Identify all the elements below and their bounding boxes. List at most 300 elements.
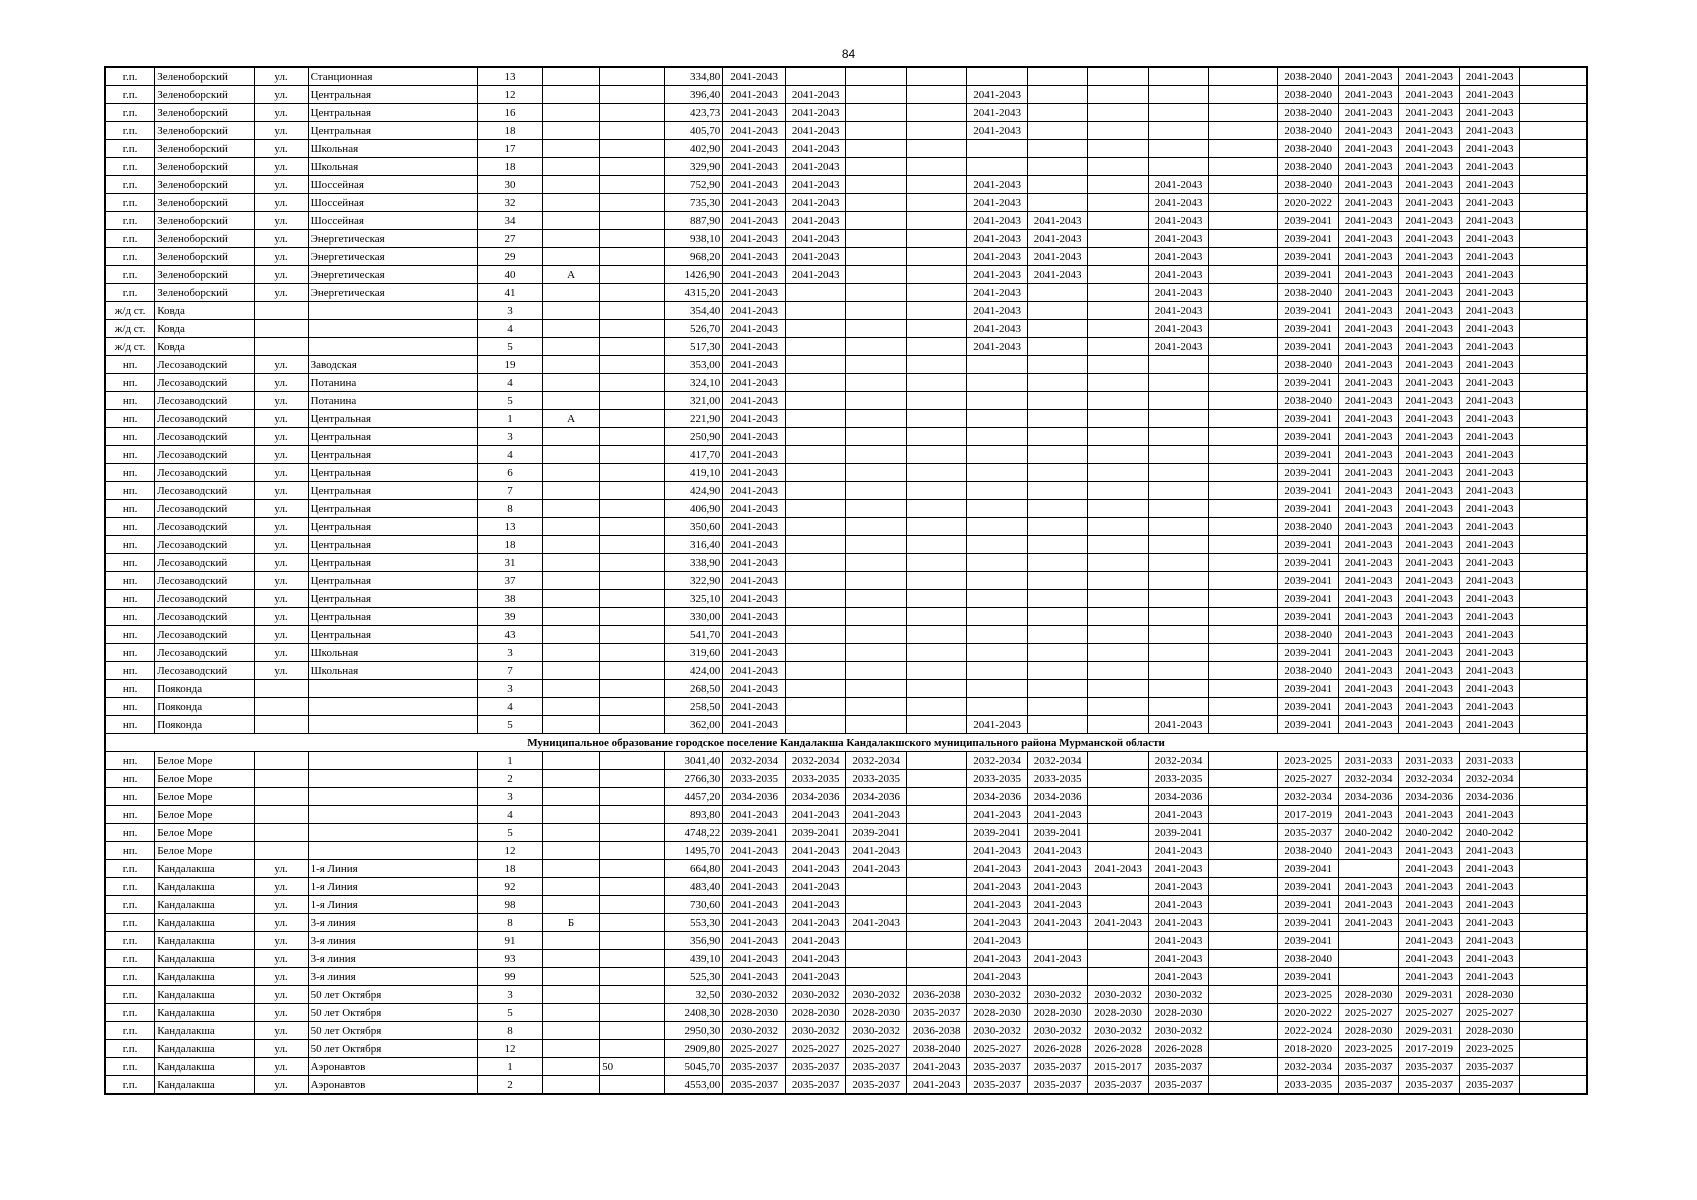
table-cell <box>600 338 665 356</box>
table-cell: 2041-2043 <box>967 230 1027 248</box>
table-cell <box>1088 410 1148 428</box>
table-cell <box>1209 1022 1278 1040</box>
table-cell: нп. <box>105 824 155 842</box>
table-cell: 329,90 <box>664 158 722 176</box>
table-cell <box>785 67 845 86</box>
table-cell <box>1088 950 1148 968</box>
table-cell <box>846 320 906 338</box>
table-cell: 2041-2043 <box>1399 554 1459 572</box>
table-cell: 417,70 <box>664 446 722 464</box>
table-cell: 4748,22 <box>664 824 722 842</box>
table-cell: 2039-2041 <box>1278 698 1338 716</box>
table-cell: 2035-2037 <box>967 1076 1027 1095</box>
table-cell <box>1520 140 1587 158</box>
table-cell <box>1088 824 1148 842</box>
table-cell: 2041-2043 <box>846 860 906 878</box>
table-cell: 2039-2041 <box>1278 410 1338 428</box>
table-cell <box>967 482 1027 500</box>
table-cell: г.п. <box>105 266 155 284</box>
table-cell <box>542 626 599 644</box>
table-cell: 5 <box>478 824 543 842</box>
table-row <box>105 860 1587 878</box>
table-cell: Ковда <box>155 320 254 338</box>
table-cell: 334,80 <box>664 67 722 86</box>
table-cell <box>1088 770 1148 788</box>
table-cell: 2041-2043 <box>723 500 786 518</box>
table-row <box>105 374 1587 392</box>
table-cell <box>542 860 599 878</box>
table-cell: Зеленоборский <box>155 158 254 176</box>
table-cell: Центральная <box>308 122 478 140</box>
table-cell: 2023-2025 <box>1278 752 1338 770</box>
table-cell <box>600 752 665 770</box>
table-cell <box>1088 572 1148 590</box>
table-cell: Кандалакша <box>155 950 254 968</box>
table-cell: 2041-2043 <box>1338 248 1398 266</box>
table-cell <box>542 320 599 338</box>
table-cell: нп. <box>105 842 155 860</box>
table-cell: Зеленоборский <box>155 67 254 86</box>
table-cell: Лесозаводский <box>155 446 254 464</box>
table-row <box>105 914 1587 932</box>
table-cell: Кандалакша <box>155 896 254 914</box>
table-cell: 50 лет Октября <box>308 1040 478 1058</box>
table-cell <box>1520 554 1587 572</box>
table-cell <box>542 554 599 572</box>
table-cell <box>1027 662 1087 680</box>
table-cell <box>1209 320 1278 338</box>
table-cell: 2041-2043 <box>723 86 786 104</box>
table-cell: 5 <box>478 338 543 356</box>
table-cell: 30 <box>478 176 543 194</box>
table-cell: 2041-2043 <box>1459 554 1519 572</box>
table-cell: 2025-2027 <box>967 1040 1027 1058</box>
table-cell: Лесозаводский <box>155 572 254 590</box>
table-cell: 2025-2027 <box>1399 1004 1459 1022</box>
table-cell: 2041-2043 <box>785 266 845 284</box>
table-cell: нп. <box>105 572 155 590</box>
table-cell: ул. <box>254 968 308 986</box>
table-cell <box>1520 608 1587 626</box>
table-row <box>105 986 1587 1004</box>
table-cell: 91 <box>478 932 543 950</box>
table-cell <box>1520 1076 1587 1095</box>
table-cell <box>1209 716 1278 734</box>
table-row <box>105 212 1587 230</box>
table-cell <box>542 338 599 356</box>
table-cell: 2041-2043 <box>1459 248 1519 266</box>
table-cell: 2041-2043 <box>967 176 1027 194</box>
table-cell <box>785 644 845 662</box>
table-cell <box>1209 86 1278 104</box>
table-cell <box>1520 842 1587 860</box>
table-cell: 37 <box>478 572 543 590</box>
table-cell: нп. <box>105 698 155 716</box>
table-cell <box>906 590 966 608</box>
table-cell: 664,80 <box>664 860 722 878</box>
table-cell: г.п. <box>105 122 155 140</box>
table-cell <box>846 662 906 680</box>
table-cell: г.п. <box>105 67 155 86</box>
table-cell: 2035-2037 <box>785 1076 845 1095</box>
table-cell <box>1520 896 1587 914</box>
table-cell: 19 <box>478 356 543 374</box>
table-cell: 2041-2043 <box>785 122 845 140</box>
table-cell: 2041-2043 <box>1399 374 1459 392</box>
table-cell: 3 <box>478 680 543 698</box>
table-cell <box>1209 104 1278 122</box>
table-cell: 2041-2043 <box>1148 806 1208 824</box>
table-cell: 2018-2020 <box>1278 1040 1338 1058</box>
table-cell: 2039-2041 <box>1278 914 1338 932</box>
table-cell: 2041-2043 <box>723 392 786 410</box>
table-cell: 3041,40 <box>664 752 722 770</box>
table-cell: 2041-2043 <box>785 968 845 986</box>
table-cell <box>1148 86 1208 104</box>
table-cell: 2041-2043 <box>1459 392 1519 410</box>
table-cell: Лесозаводский <box>155 626 254 644</box>
table-cell: 2041-2043 <box>1338 500 1398 518</box>
table-cell <box>542 680 599 698</box>
table-cell <box>846 104 906 122</box>
table-cell: 525,30 <box>664 968 722 986</box>
table-cell: 2041-2043 <box>1027 878 1087 896</box>
table-cell <box>542 698 599 716</box>
table-cell: 2034-2036 <box>1399 788 1459 806</box>
table-cell: 2035-2037 <box>846 1076 906 1095</box>
table-cell: 2030-2032 <box>967 986 1027 1004</box>
table-cell: 2041-2043 <box>1148 842 1208 860</box>
table-cell <box>846 446 906 464</box>
table-cell: 2038-2040 <box>1278 842 1338 860</box>
table-cell: Центральная <box>308 410 478 428</box>
table-cell <box>1209 932 1278 950</box>
table-cell: 12 <box>478 1040 543 1058</box>
table-cell: 2041-2043 <box>846 806 906 824</box>
table-cell: 5 <box>478 716 543 734</box>
table-cell <box>1520 878 1587 896</box>
table-cell: ул. <box>254 194 308 212</box>
table-cell <box>785 662 845 680</box>
table-cell <box>542 1058 599 1076</box>
table-cell <box>906 428 966 446</box>
table-cell: 1426,90 <box>664 266 722 284</box>
table-row <box>105 392 1587 410</box>
table-cell <box>542 932 599 950</box>
table-cell <box>1209 968 1278 986</box>
table-cell: 2041-2043 <box>785 842 845 860</box>
table-cell <box>1520 770 1587 788</box>
table-cell <box>906 536 966 554</box>
table-cell: 1495,70 <box>664 842 722 860</box>
table-cell: Лесозаводский <box>155 410 254 428</box>
table-cell: 2030-2032 <box>785 986 845 1004</box>
table-cell: 2032-2034 <box>846 752 906 770</box>
table-cell: Шоссейная <box>308 176 478 194</box>
table-cell <box>1520 824 1587 842</box>
table-cell: Школьная <box>308 644 478 662</box>
table-cell: 2041-2043 <box>1027 266 1087 284</box>
table-cell <box>846 158 906 176</box>
table-cell: нп. <box>105 518 155 536</box>
table-cell: 2041-2043 <box>1148 248 1208 266</box>
table-cell: 2041-2043 <box>1338 356 1398 374</box>
table-cell: 2039-2041 <box>1278 536 1338 554</box>
table-cell <box>542 878 599 896</box>
table-cell: ул. <box>254 590 308 608</box>
table-cell: 2041-2043 <box>785 230 845 248</box>
table-cell: 2041-2043 <box>723 248 786 266</box>
table-cell <box>1088 518 1148 536</box>
table-cell: ул. <box>254 860 308 878</box>
table-cell <box>967 644 1027 662</box>
table-cell <box>1148 626 1208 644</box>
table-cell: 2038-2040 <box>1278 67 1338 86</box>
table-cell: 2041-2043 <box>1027 896 1087 914</box>
table-cell: 356,90 <box>664 932 722 950</box>
table-cell <box>542 500 599 518</box>
table-cell: 2030-2032 <box>1148 986 1208 1004</box>
table-cell <box>906 176 966 194</box>
table-cell <box>600 428 665 446</box>
table-cell <box>1148 608 1208 626</box>
table-cell: нп. <box>105 446 155 464</box>
table-cell: 2015-2017 <box>1088 1058 1148 1076</box>
table-cell: 2041-2043 <box>1338 464 1398 482</box>
table-cell: 2041-2043 <box>1459 626 1519 644</box>
table-cell <box>1520 968 1587 986</box>
table-cell: 2041-2043 <box>785 104 845 122</box>
table-cell <box>846 554 906 572</box>
table-row <box>105 950 1587 968</box>
table-cell: 2034-2036 <box>723 788 786 806</box>
table-cell: 2041-2043 <box>1148 194 1208 212</box>
table-cell <box>542 608 599 626</box>
table-cell: Центральная <box>308 464 478 482</box>
table-cell: 2041-2043 <box>723 572 786 590</box>
table-cell: Центральная <box>308 104 478 122</box>
table-cell: 2033-2035 <box>1278 1076 1338 1095</box>
table-cell: ул. <box>254 1022 308 1040</box>
table-cell: 2041-2043 <box>967 896 1027 914</box>
table-cell <box>967 626 1027 644</box>
table-cell <box>308 788 478 806</box>
table-cell <box>1209 428 1278 446</box>
table-cell: ул. <box>254 644 308 662</box>
table-cell: ул. <box>254 482 308 500</box>
table-cell: 4457,20 <box>664 788 722 806</box>
table-cell: 2041-2043 <box>906 1076 966 1095</box>
table-cell: 2041-2043 <box>785 896 845 914</box>
table-cell: 32 <box>478 194 543 212</box>
table-cell: 2041-2043 <box>1148 950 1208 968</box>
table-cell: 2041-2043 <box>1148 932 1208 950</box>
table-cell: 2041-2043 <box>1148 878 1208 896</box>
table-cell <box>846 572 906 590</box>
table-cell <box>846 590 906 608</box>
table-cell <box>542 482 599 500</box>
table-cell: 2041-2043 <box>967 212 1027 230</box>
table-cell: Кандалакша <box>155 914 254 932</box>
table-cell: 2038-2040 <box>1278 950 1338 968</box>
table-cell <box>1520 230 1587 248</box>
table-cell <box>1209 266 1278 284</box>
table-cell: 2041-2043 <box>785 932 845 950</box>
table-cell: 423,73 <box>664 104 722 122</box>
table-cell: ул. <box>254 608 308 626</box>
table-cell: 752,90 <box>664 176 722 194</box>
table-cell: Центральная <box>308 428 478 446</box>
table-cell <box>1338 950 1398 968</box>
table-cell <box>1088 482 1148 500</box>
table-cell: 2041-2043 <box>967 86 1027 104</box>
table-cell <box>308 824 478 842</box>
table-cell <box>1148 122 1208 140</box>
table-cell <box>785 338 845 356</box>
table-row <box>105 896 1587 914</box>
table-cell: ул. <box>254 266 308 284</box>
table-cell <box>1088 428 1148 446</box>
table-cell <box>254 320 308 338</box>
table-cell <box>846 194 906 212</box>
table-cell: ул. <box>254 554 308 572</box>
table-cell <box>600 662 665 680</box>
table-cell <box>308 842 478 860</box>
table-row <box>105 67 1587 86</box>
table-cell <box>1148 554 1208 572</box>
table-cell: 2041-2043 <box>1338 67 1398 86</box>
table-cell <box>1027 518 1087 536</box>
table-cell <box>1520 536 1587 554</box>
table-cell: Пояконда <box>155 680 254 698</box>
table-cell <box>785 482 845 500</box>
table-cell: нп. <box>105 680 155 698</box>
table-cell: 2041-2043 <box>1459 896 1519 914</box>
table-cell <box>542 662 599 680</box>
table-cell <box>785 590 845 608</box>
table-row <box>105 266 1587 284</box>
table-cell <box>542 770 599 788</box>
table-cell <box>846 428 906 446</box>
table-cell: 2041-2043 <box>1399 104 1459 122</box>
table-cell <box>967 67 1027 86</box>
table-cell <box>1148 104 1208 122</box>
table-cell <box>1520 284 1587 302</box>
table-cell <box>1520 698 1587 716</box>
table-cell: 6 <box>478 464 543 482</box>
table-row <box>105 320 1587 338</box>
table-cell <box>906 320 966 338</box>
table-cell: ул. <box>254 1040 308 1058</box>
table-cell: 2041-2043 <box>1459 356 1519 374</box>
table-cell <box>542 194 599 212</box>
table-row <box>105 446 1587 464</box>
table-cell: 2039-2041 <box>1278 302 1338 320</box>
table-cell <box>846 500 906 518</box>
table-cell: Шоссейная <box>308 212 478 230</box>
table-cell: 2041-2043 <box>967 104 1027 122</box>
table-cell <box>846 212 906 230</box>
table-cell: 2041-2043 <box>1338 572 1398 590</box>
table-cell <box>906 482 966 500</box>
table-cell: Лесозаводский <box>155 500 254 518</box>
table-cell: 2028-2030 <box>1459 986 1519 1004</box>
table-cell: 2041-2043 <box>1459 410 1519 428</box>
table-cell <box>308 698 478 716</box>
table-cell <box>1027 374 1087 392</box>
table-cell: 2041-2043 <box>1148 716 1208 734</box>
table-cell: 396,40 <box>664 86 722 104</box>
table-cell: 2038-2040 <box>1278 122 1338 140</box>
table-cell <box>1520 104 1587 122</box>
table-cell <box>846 122 906 140</box>
table-cell: ул. <box>254 572 308 590</box>
table-cell <box>1088 446 1148 464</box>
table-cell: 2030-2032 <box>1027 1022 1087 1040</box>
table-cell: 2041-2043 <box>1338 716 1398 734</box>
table-cell: 2041-2043 <box>846 842 906 860</box>
table-cell <box>846 140 906 158</box>
table-cell <box>600 320 665 338</box>
table-cell: 2023-2025 <box>1278 986 1338 1004</box>
table-cell: 2034-2036 <box>846 788 906 806</box>
table-cell <box>1148 158 1208 176</box>
table-cell: 2033-2035 <box>785 770 845 788</box>
table-cell <box>906 680 966 698</box>
table-cell: 2040-2042 <box>1338 824 1398 842</box>
table-cell: 2041-2043 <box>1399 67 1459 86</box>
table-cell <box>1209 590 1278 608</box>
table-cell: 2034-2036 <box>1338 788 1398 806</box>
table-cell: Энергетическая <box>308 248 478 266</box>
table-cell: 2041-2043 <box>1399 158 1459 176</box>
table-cell: 2041-2043 <box>1459 644 1519 662</box>
table-cell <box>906 518 966 536</box>
table-cell: 5 <box>478 392 543 410</box>
table-cell: 2041-2043 <box>723 158 786 176</box>
table-row <box>105 932 1587 950</box>
table-cell <box>785 320 845 338</box>
table-cell: 2041-2043 <box>1148 176 1208 194</box>
table-cell: 2041-2043 <box>1399 878 1459 896</box>
table-cell <box>1520 482 1587 500</box>
table-cell: 2041-2043 <box>1088 914 1148 932</box>
table-cell <box>1088 968 1148 986</box>
table-cell <box>1209 644 1278 662</box>
table-cell: 424,00 <box>664 662 722 680</box>
table-cell <box>600 788 665 806</box>
table-cell <box>1148 140 1208 158</box>
table-cell: 2030-2032 <box>723 1022 786 1040</box>
table-cell: 2041-2043 <box>1459 374 1519 392</box>
table-cell: 50 лет Октября <box>308 986 478 1004</box>
table-cell: 2026-2028 <box>1148 1040 1208 1058</box>
table-cell <box>1148 374 1208 392</box>
table-cell <box>254 338 308 356</box>
table-cell: 93 <box>478 950 543 968</box>
table-cell: 2028-2030 <box>1088 1004 1148 1022</box>
table-cell: 2041-2043 <box>1459 446 1519 464</box>
table-cell: 34 <box>478 212 543 230</box>
table-cell <box>1088 536 1148 554</box>
table-cell <box>906 248 966 266</box>
table-cell <box>1088 896 1148 914</box>
table-cell: 2030-2032 <box>785 1022 845 1040</box>
table-cell: 2041-2043 <box>723 644 786 662</box>
table-cell: 330,00 <box>664 608 722 626</box>
table-cell <box>1148 698 1208 716</box>
table-cell: 2041-2043 <box>1399 122 1459 140</box>
